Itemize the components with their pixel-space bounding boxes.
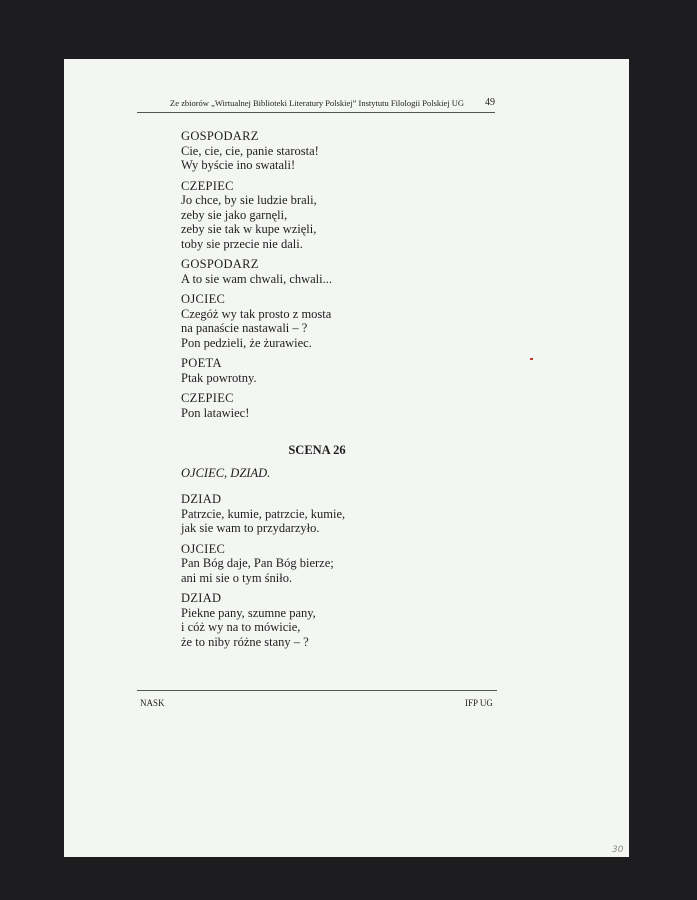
speaker-name: GOSPODARZ [181,257,259,271]
speech-block [181,129,481,173]
speaker-name: CZEPIEC [181,391,234,405]
speaker-name: CZEPIEC [181,178,234,193]
red-speck [530,358,533,360]
verse-line: Pon latawiec! [181,405,250,420]
verse-line: Czegóż wy tak prosto z mosta [181,306,332,321]
speaker-name: OJCIEC [181,541,226,556]
verse-line: jak sie wam to przydarzyło. [181,521,320,535]
pencil-annotation: 30 [612,845,624,855]
verse-line: toby sie przecie nie dali. [181,236,303,251]
verse-line: Wy byście ino swatali! [181,158,296,172]
verse-line: ani mi sie o tym śniło. [181,570,293,585]
speaker-name: DZIAD [181,492,222,506]
verse-line: Pon pedzieli, że żurawiec. [181,335,312,350]
speaker-name: POETA [181,356,222,370]
speaker-name: OJCIEC [181,292,226,306]
document-page [64,59,629,857]
speech-block [181,391,481,420]
dialogue-section-bottom [181,492,481,649]
speech-block [181,542,481,586]
verse-line: że to niby różne stany – ? [181,634,309,649]
verse-line: na panaście nastawali – ? [181,321,308,335]
speech-block [181,591,481,649]
footer-right: IFP UG [465,698,493,708]
speech-block [181,257,481,286]
verse-line: i cóż wy na to mówicie, [181,620,301,634]
verse-line: Pan Bóg daje, Pan Bóg bierze; [181,556,334,570]
verse-line: Jo chce, by sie ludzie brali, [181,193,317,207]
page-number: 49 [485,97,495,108]
verse-line: Cie, cie, cie, panie starosta! [181,143,319,158]
footer-left: NASK [140,698,165,708]
verse-line: Piekne pany, szumne pany, [181,605,316,620]
speech-block [181,179,481,252]
speech-block [181,292,481,350]
verse-line: A to sie wam chwali, chwali... [181,271,333,286]
verse-line: zeby sie tak w kupe wzięli, [181,222,317,236]
verse-line: Ptak powrotny. [181,370,257,385]
scene-persons: OJCIEC, DZIAD. [181,465,271,480]
speaker-name: DZIAD [181,591,222,605]
speech-block [181,356,481,385]
speech-block [181,492,481,536]
verse-line: zeby sie jako garnęli, [181,207,288,222]
play-text [181,129,481,655]
scene-title: SCENA 26 [288,443,346,457]
header-rule [137,112,495,113]
header-source: Ze zbiorów „Wirtualnej Biblioteki Literatury Polskiej” Instytutu Filologii Polskiej UG [170,98,465,108]
verse-line: Patrzcie, kumie, patrzcie, kumie, [181,506,346,521]
speaker-name: GOSPODARZ [181,129,259,143]
footer-rule [137,690,497,691]
dialogue-section-top [181,129,481,420]
